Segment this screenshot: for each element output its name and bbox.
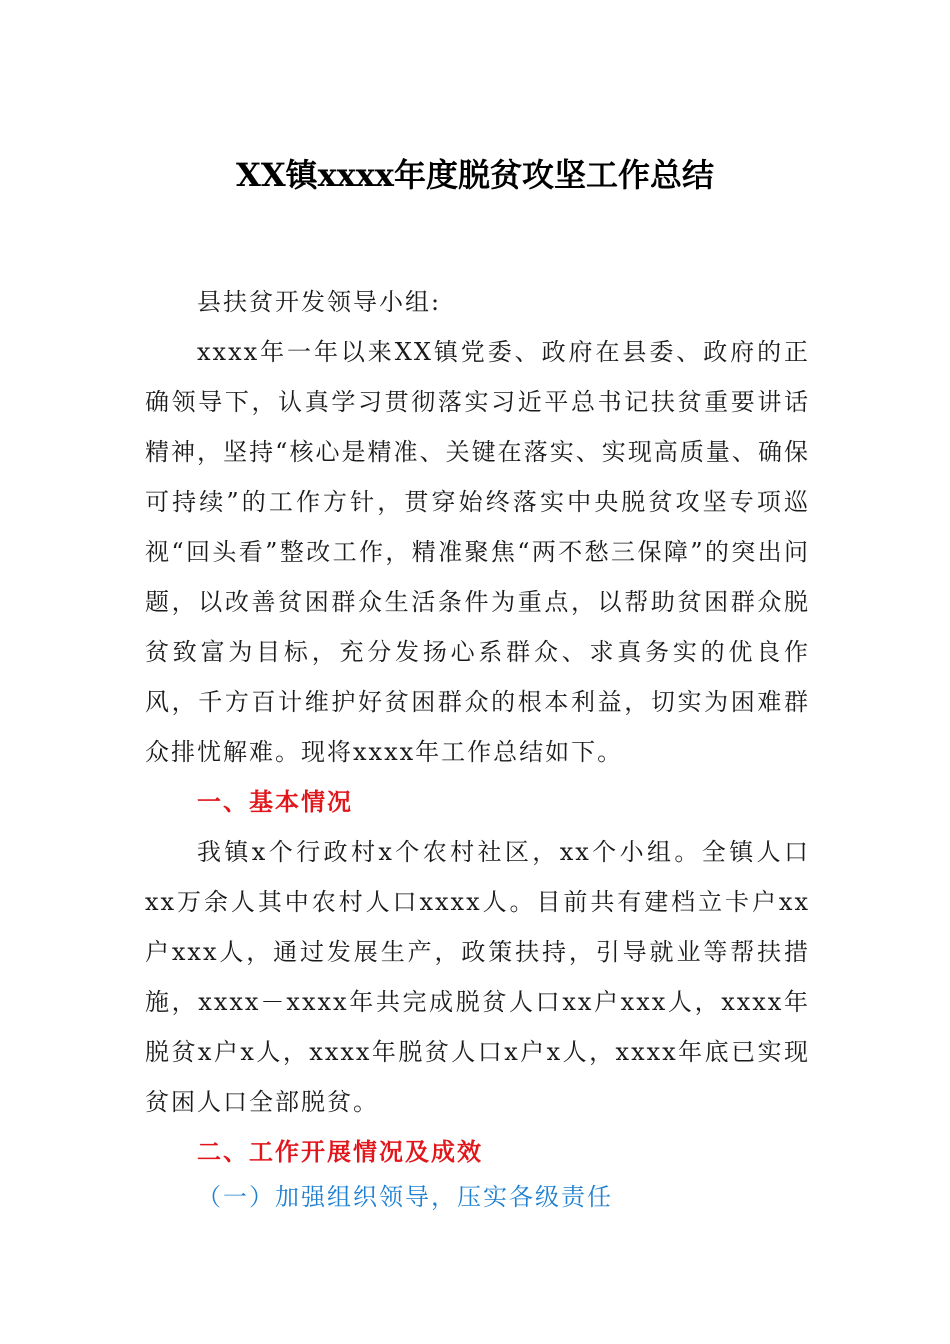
subsection-heading-organization: （一）加强组织领导，压实各级责任: [197, 1183, 613, 1211]
intro-paragraph: xxxx年一年以来XX镇党委、政府在县委、政府的正确领导下，认真学习贯彻落实习近平总书记扶贫重要讲话精神，坚持“核心是精准、关键在落实、实现高质量、确保可持续”的工作方针，贯穿始终落实中央脱贫攻坚专项巡视“回头看”整改工作，精准聚焦“两不愁三保障”的突出问题，以改善贫困群众生活条件为重点，以帮助贫困群众脱贫致富为目标，充分发扬心系群众、求真务实的优良作风，千方百计维护好贫困群众的根本利益，切实为困难群众排忧解难。现将xxxx年工作总结如下。: [145, 338, 810, 766]
section-heading-basic-situation: 一、基本情况: [197, 788, 353, 816]
salutation: 县扶贫开发领导小组:: [197, 288, 442, 316]
document-title: XX镇xxxx年度脱贫攻坚工作总结: [236, 156, 714, 194]
section-heading-work-progress: 二、工作开展情况及成效: [197, 1138, 483, 1166]
section1-paragraph: 我镇x个行政村x个农村社区，xx个小组。全镇人口xx万余人其中农村人口xxxx人。目前共有建档立卡户xx户xxx人，通过发展生产，政策扶持，引导就业等帮扶措施，xxxx－xxxx年共完成脱贫人口xx户xxx人，xxxx年脱贫x户x人，xxxx年脱贫人口x户x人，xxxx年底已实现贫困人口全部脱贫。: [145, 838, 810, 1116]
